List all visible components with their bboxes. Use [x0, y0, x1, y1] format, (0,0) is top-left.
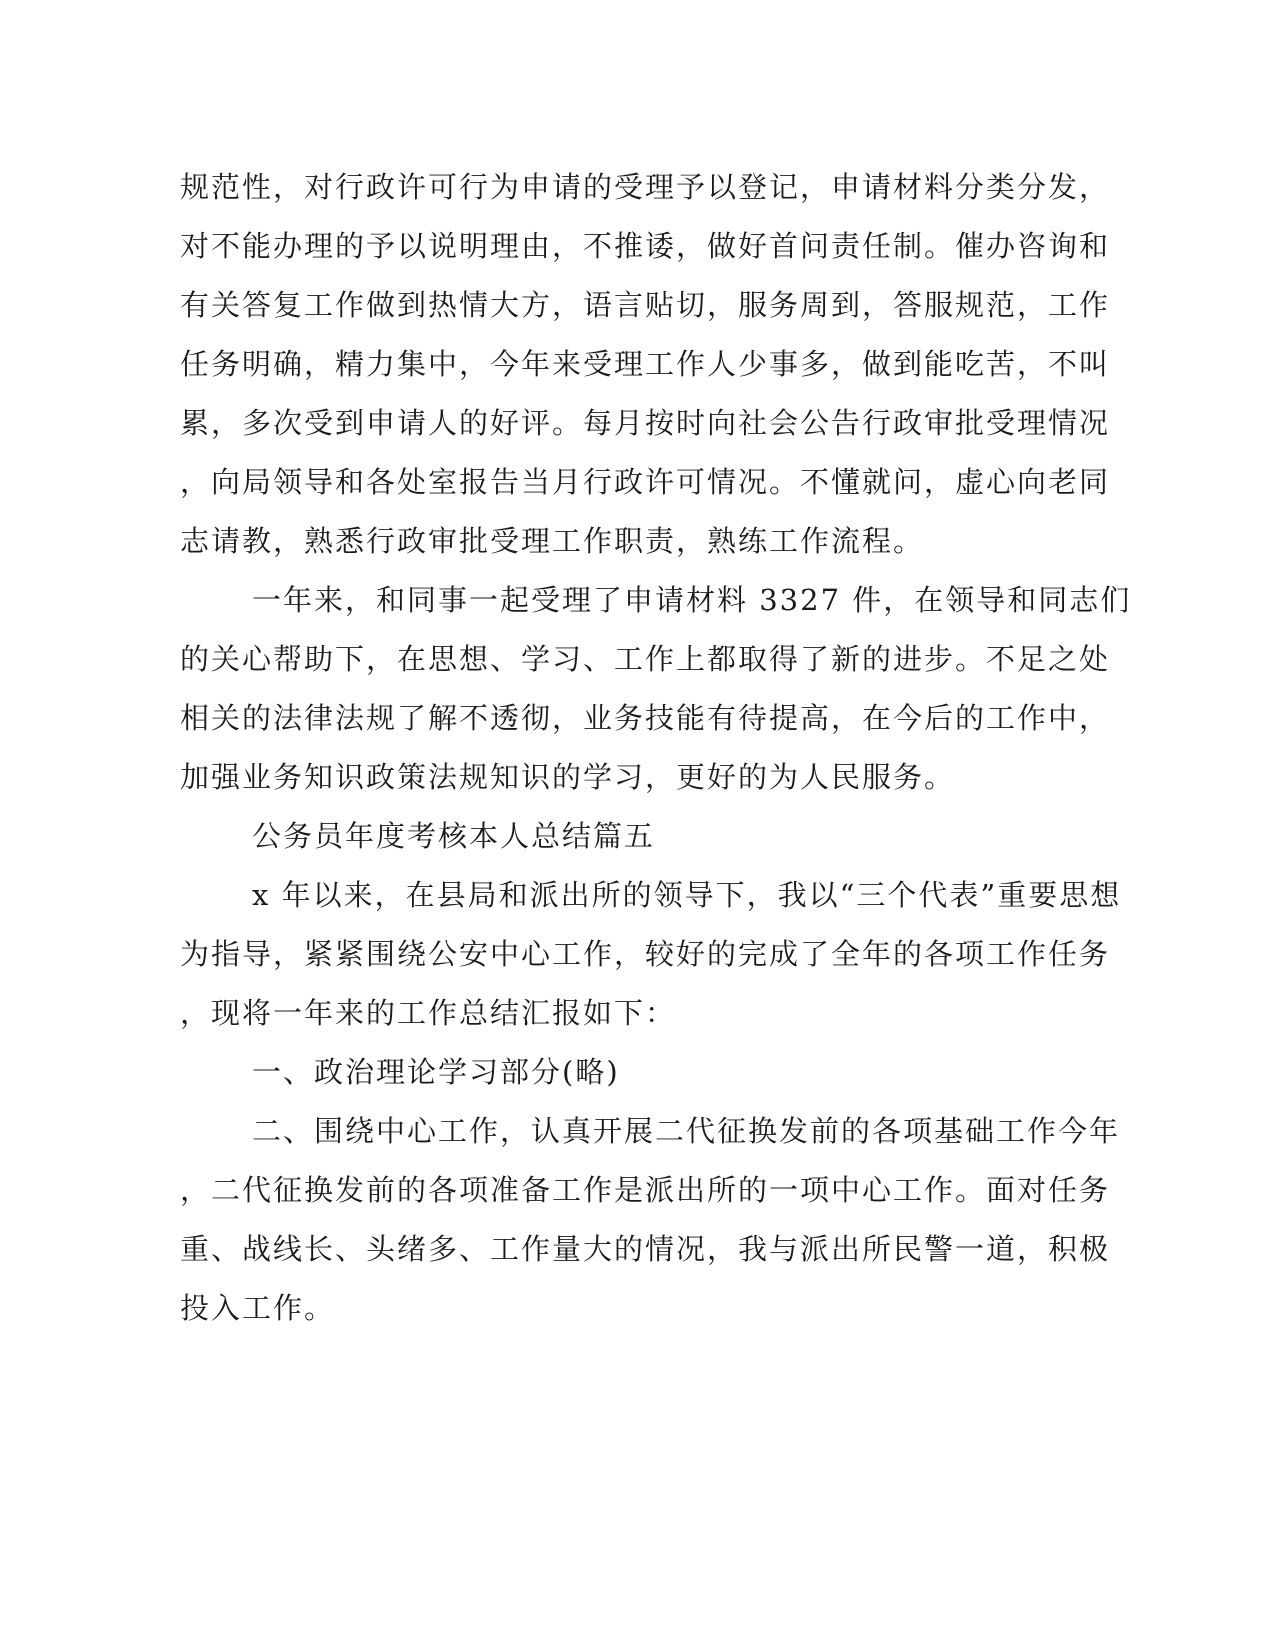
- paragraph-line: x 年以来，在县局和派出所的领导下，我以“三个代表”重要思想: [252, 878, 1122, 912]
- paragraph-line: 一年来，和同事一起受理了申请材料 3327 件，在领导和同志们: [252, 583, 1132, 617]
- paragraph-line: 规范性，对行政许可行为申请的受理予以登记，申请材料分类分发，: [180, 170, 1111, 204]
- paragraph-line: 任务明确，精力集中，今年来受理工作人少事多，做到能吃苦，不叫: [180, 347, 1111, 381]
- paragraph-line: 有关答复工作做到热情大方，语言贴切，服务周到，答服规范，工作: [180, 288, 1111, 322]
- paragraph-line: ，向局领导和各处室报告当月行政许可情况。不懂就问，虚心向老同: [180, 465, 1111, 499]
- list-item-politics: 一、政治理论学习部分(略): [252, 1055, 620, 1089]
- paragraph-line: 的关心帮助下，在思想、学习、工作上都取得了新的进步。不足之处: [180, 642, 1111, 676]
- paragraph-line: 二、围绕中心工作，认真开展二代征换发前的各项基础工作今年: [252, 1114, 1121, 1148]
- paragraph-4: [180, 1102, 1121, 1338]
- paragraph-line: 志请教，熟悉行政审批受理工作职责，熟练工作流程。: [180, 524, 925, 558]
- paragraph-2: [180, 571, 1132, 807]
- paragraph-line: 加强业务知识政策法规知识的学习，更好的为人民服务。: [180, 760, 956, 794]
- paragraph-line: 为指导，紧紧围绕公安中心工作，较好的完成了全年的各项工作任务: [180, 937, 1111, 971]
- paragraph-1: [180, 158, 1111, 571]
- paragraph-line: 对不能办理的予以说明理由，不推诿，做好首问责任制。催办咨询和: [180, 229, 1111, 263]
- paragraph-line: 累，多次受到申请人的好评。每月按时向社会公告行政审批受理情况: [180, 406, 1111, 440]
- paragraph-line: ，二代征换发前的各项准备工作是派出所的一项中心工作。面对任务: [180, 1173, 1111, 1207]
- section-heading: 公务员年度考核本人总结篇五: [252, 819, 656, 853]
- paragraph-line: 重、战线长、头绪多、工作量大的情况，我与派出所民警一道，积极: [180, 1232, 1111, 1266]
- paragraph-line: 投入工作。: [180, 1291, 336, 1325]
- paragraph-line: ，现将一年来的工作总结汇报如下：: [180, 996, 677, 1030]
- paragraph-line: 相关的法律法规了解不透彻，业务技能有待提高，在今后的工作中，: [180, 701, 1111, 735]
- paragraph-3: [180, 866, 1122, 1043]
- document-body: [180, 158, 1132, 1338]
